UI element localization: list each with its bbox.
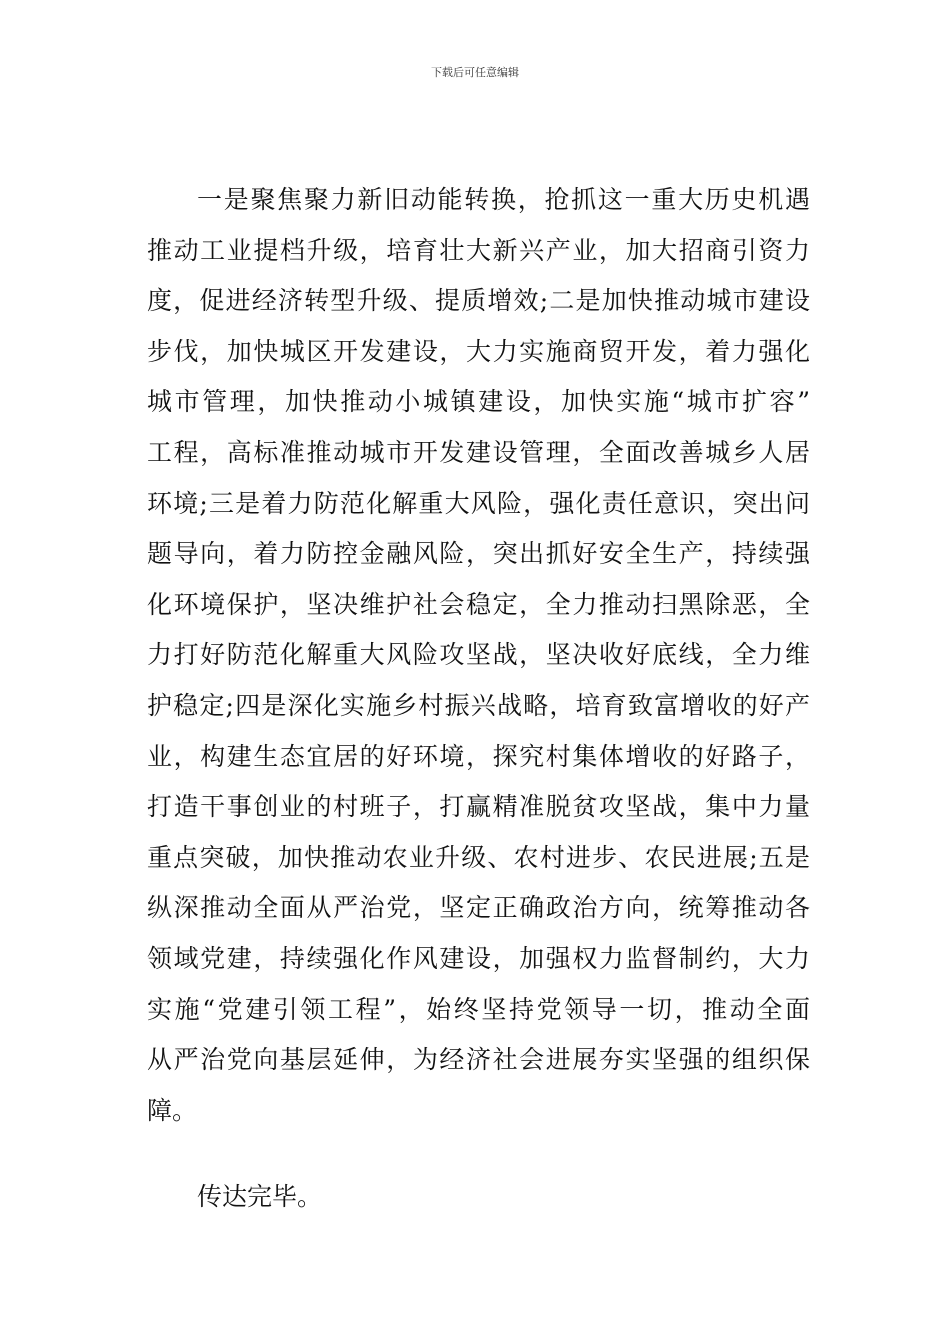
paragraph-line: 推动工业提档升级，培育壮大新兴产业，加大招商引资力 bbox=[147, 235, 810, 265]
paragraph-line: 化环境保护，坚决维护社会稳定，全力推动扫黑除恶，全 bbox=[147, 589, 810, 619]
closing-line: 传达完毕。 bbox=[197, 1182, 323, 1211]
closing-paragraph bbox=[147, 1172, 810, 1223]
paragraph-line: 重点突破，加快推动农业升级、农村进步、农民进展;五是 bbox=[147, 842, 810, 872]
paragraph-line: 工程，高标准推动城市开发建设管理，全面改善城乡人居 bbox=[147, 437, 810, 467]
main-paragraph bbox=[147, 175, 810, 1136]
paragraph-line: 护稳定;四是深化实施乡村振兴战略，培育致富增收的好产 bbox=[147, 690, 810, 720]
page-header-note: 下载后可任意编辑 bbox=[431, 66, 519, 79]
paragraph-line: 从严治党向基层延伸，为经济社会进展夯实坚强的组织保 bbox=[147, 1045, 810, 1075]
paragraph-line: 度，促进经济转型升级、提质增效;二是加快推动城市建设 bbox=[147, 286, 810, 316]
paragraph-line: 环境;三是着力防范化解重大风险，强化责任意识，突出问 bbox=[147, 488, 810, 518]
paragraph-line: 领域党建，持续强化作风建设，加强权力监督制约，大力 bbox=[147, 943, 810, 973]
paragraph-line: 一是聚焦聚力新旧动能转换，抢抓这一重大历史机遇 bbox=[197, 185, 810, 214]
paragraph-line: 纵深推动全面从严治党，坚定正确政治方向，统筹推动各 bbox=[147, 893, 810, 923]
paragraph-line: 步伐，加快城区开发建设，大力实施商贸开发，着力强化 bbox=[147, 336, 810, 366]
paragraph-line: 力打好防范化解重大风险攻坚战，坚决收好底线，全力维 bbox=[147, 640, 810, 670]
paragraph-line-last: 障。 bbox=[147, 1095, 198, 1125]
paragraph-line: 实施“党建引领工程”，始终坚持党领导一切，推动全面 bbox=[147, 994, 810, 1024]
paragraph-line: 业，构建生态宜居的好环境，探究村集体增收的好路子， bbox=[147, 741, 810, 771]
paragraph-line: 城市管理，加快推动小城镇建设，加快实施“城市扩容” bbox=[147, 387, 810, 417]
paragraph-line: 题导向，着力防控金融风险，突出抓好安全生产，持续强 bbox=[147, 539, 810, 569]
paragraph-line: 打造干事创业的村班子，打赢精准脱贫攻坚战，集中力量 bbox=[147, 792, 810, 822]
